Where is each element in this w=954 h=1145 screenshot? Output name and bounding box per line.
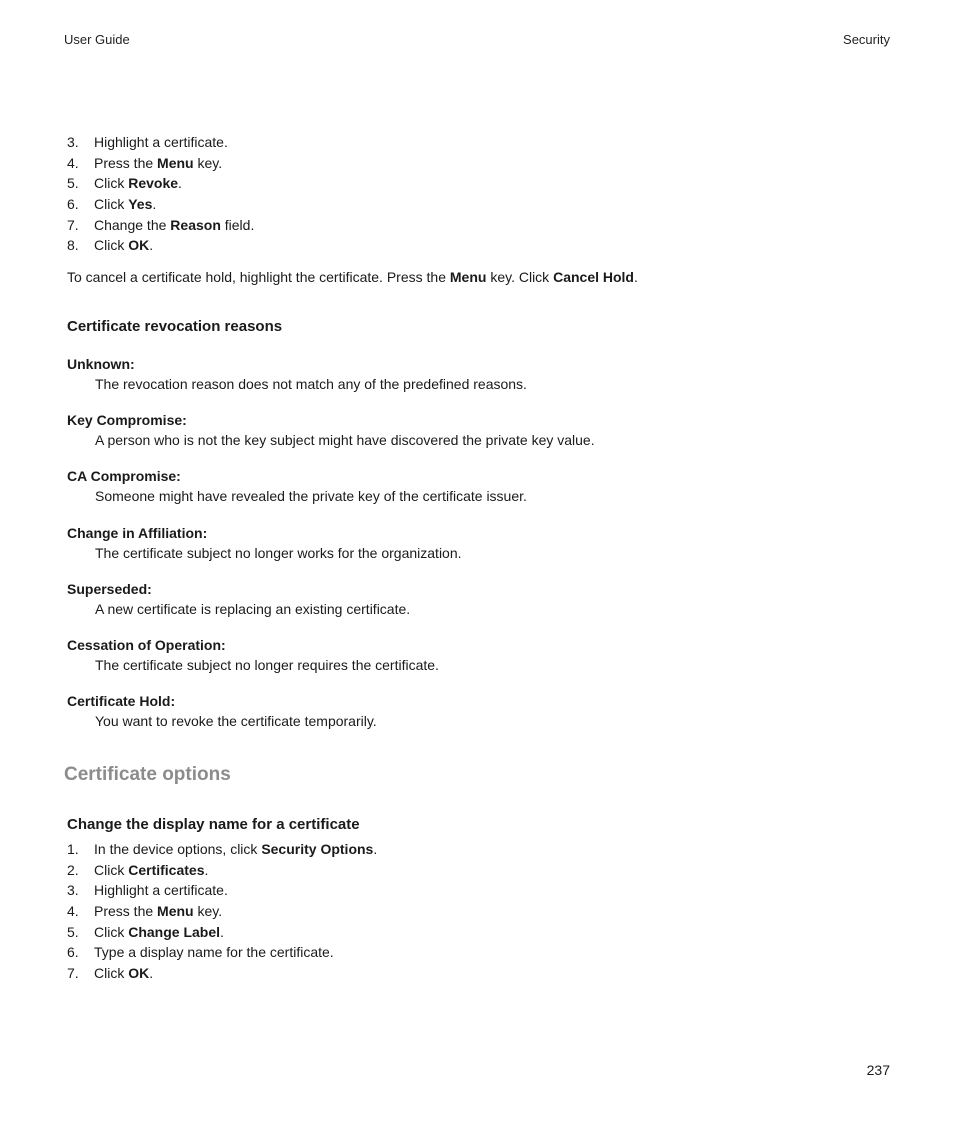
- list-item: 4. Press the Menu key.: [67, 903, 223, 920]
- reason-term: Certificate Hold:: [67, 693, 176, 710]
- running-header-section: Security: [843, 32, 890, 47]
- list-item: 2. Click Certificates.: [67, 861, 209, 878]
- reason-term: Cessation of Operation:: [67, 636, 226, 653]
- list-item: 6. Click Yes.: [67, 196, 157, 213]
- running-header-title: User Guide: [64, 32, 130, 47]
- list-item: [67, 635, 887, 691]
- list-item: [67, 523, 887, 579]
- list-item: [67, 410, 887, 466]
- revocation-reasons-heading: Certificate revocation reasons: [67, 318, 283, 335]
- list-item: 5. Click Revoke.: [67, 175, 182, 192]
- reason-definition: The certificate subject no longer works for the organization.: [95, 544, 462, 561]
- page-number: 237: [866, 1062, 890, 1078]
- revocation-reasons-list: [67, 354, 887, 747]
- reason-definition: A new certificate is replacing an existing certificate.: [95, 600, 411, 617]
- list-item: 1. In the device options, click Security Options.: [67, 841, 378, 857]
- reason-definition: The certificate subject no longer requires the certificate.: [95, 656, 439, 673]
- cancel-hold-paragraph: To cancel a certificate hold, highlight the certificate. Press the Menu key. Click Cancel Hold.: [67, 269, 638, 285]
- reason-definition: A person who is not the key subject might have discovered the private key value.: [95, 432, 595, 449]
- change-display-name-heading: Change the display name for a certificate: [67, 816, 360, 833]
- reason-term: Key Compromise:: [67, 412, 187, 429]
- list-item: 7. Change the Reason field.: [67, 216, 255, 233]
- list-item: [67, 691, 887, 747]
- reason-definition: You want to revoke the certificate temporarily.: [95, 713, 377, 730]
- list-item: [67, 579, 887, 635]
- list-item: 8. Click OK.: [67, 237, 154, 254]
- list-item: 5. Click Change Label.: [67, 923, 224, 940]
- revoke-steps-list: [67, 132, 254, 256]
- reason-term: Superseded:: [67, 580, 152, 597]
- list-item: 3. Highlight a certificate.: [67, 134, 228, 150]
- list-item: 7. Click OK.: [67, 965, 154, 982]
- reason-term: Change in Affiliation:: [67, 524, 208, 541]
- reason-term: Unknown:: [67, 356, 135, 372]
- list-item: 6. Type a display name for the certificate.: [67, 944, 334, 961]
- certificate-options-heading: Certificate options: [64, 764, 231, 785]
- list-item: 3. Highlight a certificate.: [67, 882, 228, 899]
- list-item: 4. Press the Menu key.: [67, 154, 223, 171]
- list-item: [67, 354, 887, 410]
- list-item: [67, 466, 887, 522]
- reason-definition: The revocation reason does not match any of the predefined reasons.: [95, 376, 527, 392]
- reason-definition: Someone might have revealed the private key of the certificate issuer.: [95, 488, 527, 505]
- change-display-name-steps-list: [67, 839, 377, 984]
- reason-term: CA Compromise:: [67, 468, 181, 485]
